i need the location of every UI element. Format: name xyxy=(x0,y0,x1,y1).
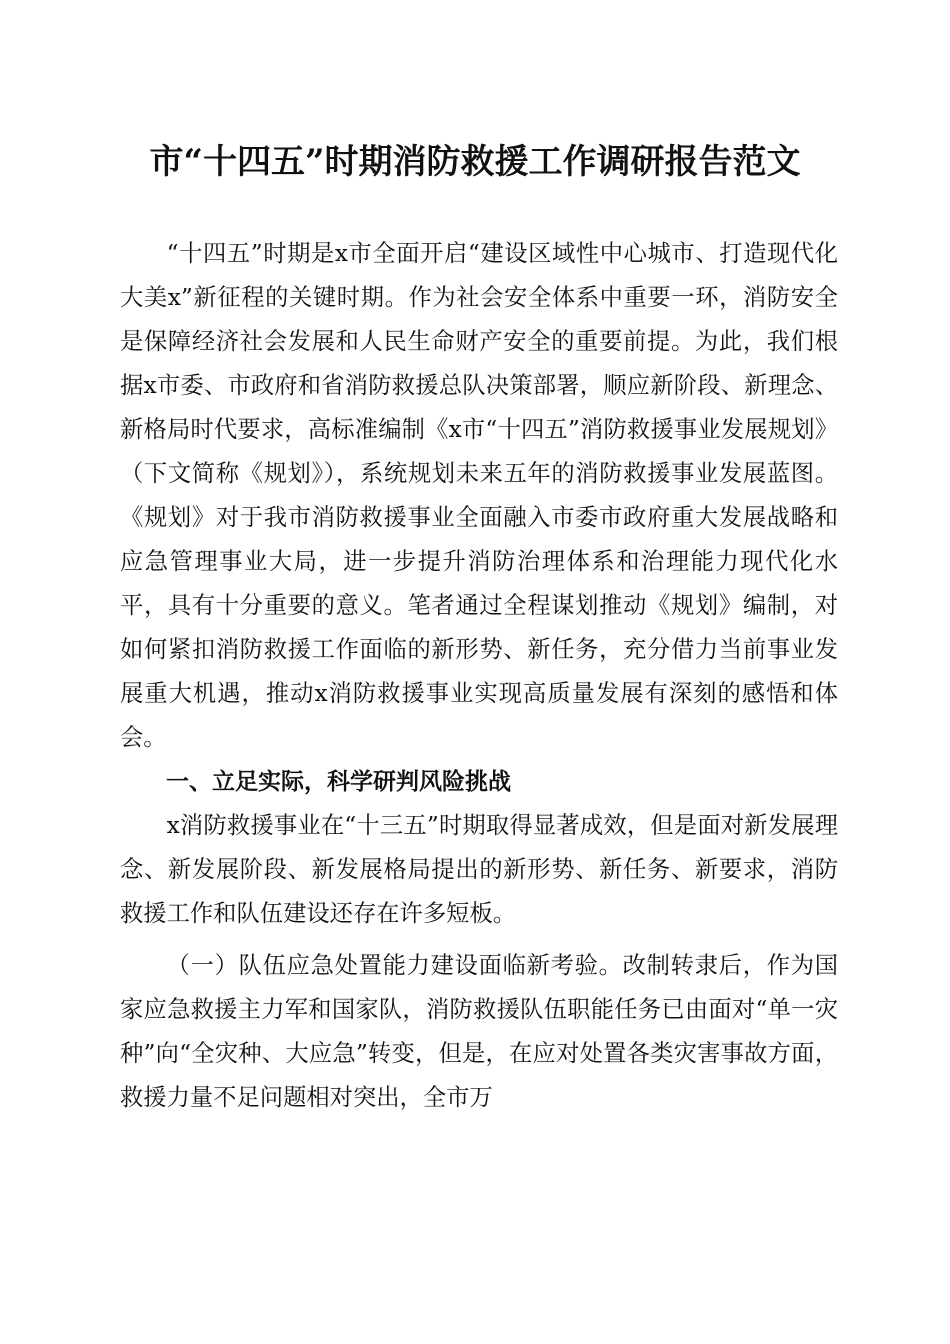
section-1-subsection-1: （一）队伍应急处置能力建设面临新考验。改制转隶后，作为国家应急救援主力军和国家队，消防救援队伍职能任务已由面对“单一灾种”向“全灾种、大应急”转变，但是，在应对处置各类灾害事故方面，救援力量不足问题相对突出，全市万 xyxy=(120,952,838,1111)
document-title: 市“十四五”时期消防救援工作调研报告范文 xyxy=(149,142,801,182)
document-body xyxy=(120,232,838,1120)
intro-paragraph: “十四五”时期是x市全面开启“建设区域性中心城市、打造现代化大美x”新征程的关键时期。作为社会安全体系中重要一环，消防安全是保障经济社会发展和人民生命财产安全的重要前提。为此，我们根据x市委、市政府和省消防救援总队决策部署，顺应新阶段、新理念、新格局时代要求，高标准编制《x市“十四五”消防救援事业发展规划》（下文简称《规划》），系统规划未来五年的消防救援事业发展蓝图。《规划》对于我市消防救援事业全面融入市委市政府重大发展战略和应急管理事业大局，进一步提升消防治理体系和治理能力现代化水平，具有十分重要的意义。笔者通过全程谋划推动《规划》编制，对如何紧扣消防救援工作面临的新形势、新任务，充分借力当前事业发展重大机遇，推动x消防救援事业实现高质量发展有深刻的感悟和体会。 xyxy=(120,240,838,751)
section-heading-1: 一、立足实际，科学研判风险挑战 xyxy=(166,769,511,795)
section-1-paragraph: x消防救援事业在“十三五”时期取得显著成效，但是面对新发展理念、新发展阶段、新发展格局提出的新形势、新任务、新要求，消防救援工作和队伍建设还存在许多短板。 xyxy=(120,812,838,927)
